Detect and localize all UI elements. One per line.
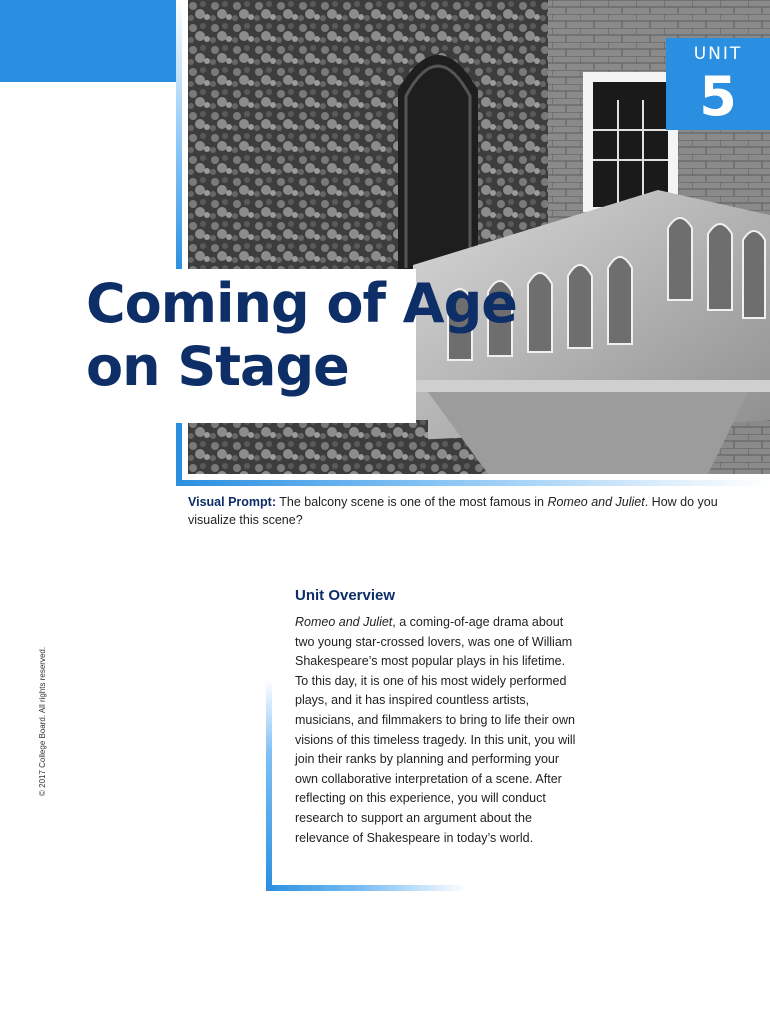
- photo-corner-horizontal: [176, 480, 770, 486]
- unit-number: 5: [699, 65, 737, 128]
- unit-label: UNIT: [693, 44, 743, 64]
- visual-prompt-label: Visual Prompt:: [188, 495, 276, 509]
- visual-prompt: [188, 493, 728, 529]
- overview-accent-horizontal: [266, 885, 466, 891]
- vertical-accent-line: [176, 0, 182, 272]
- visual-prompt-work-title: Romeo and Juliet: [547, 495, 645, 509]
- overview-accent-vertical: [266, 680, 272, 891]
- overview-heading: Unit Overview: [295, 587, 396, 604]
- unit-tab: [666, 38, 770, 130]
- overview-work-title: Romeo and Juliet: [295, 615, 393, 629]
- unit-title: [86, 272, 517, 398]
- visual-prompt-text-after: . How do you visualize this scene?: [188, 495, 718, 527]
- photo-corner-vertical: [176, 423, 182, 486]
- title-line-1: Coming of Age: [86, 272, 517, 335]
- overview-body: [295, 613, 580, 848]
- copyright-notice: © 2017 College Board. All rights reserved.: [38, 646, 47, 796]
- title-line-2: on Stage: [86, 335, 349, 398]
- visual-prompt-text-before: The balcony scene is one of the most famous in: [275, 495, 548, 509]
- top-left-accent-block: [0, 0, 176, 82]
- overview-text: , a coming-of-age drama about two young star-crossed lovers, was one of William Shakespeare’s most popular plays in his lifetime. To this day, it is one of his most widely performed plays, and it has inspired countless artists, musicians, and filmmakers to bring to life their own visions of this timeless tragedy. In this unit, you will join their ranks by planning and performing your own collaborative interpretation of a scene. After reflecting on this experience, you will conduct research to support an argument about the relevance of Shakespeare in today’s world.: [295, 615, 576, 845]
